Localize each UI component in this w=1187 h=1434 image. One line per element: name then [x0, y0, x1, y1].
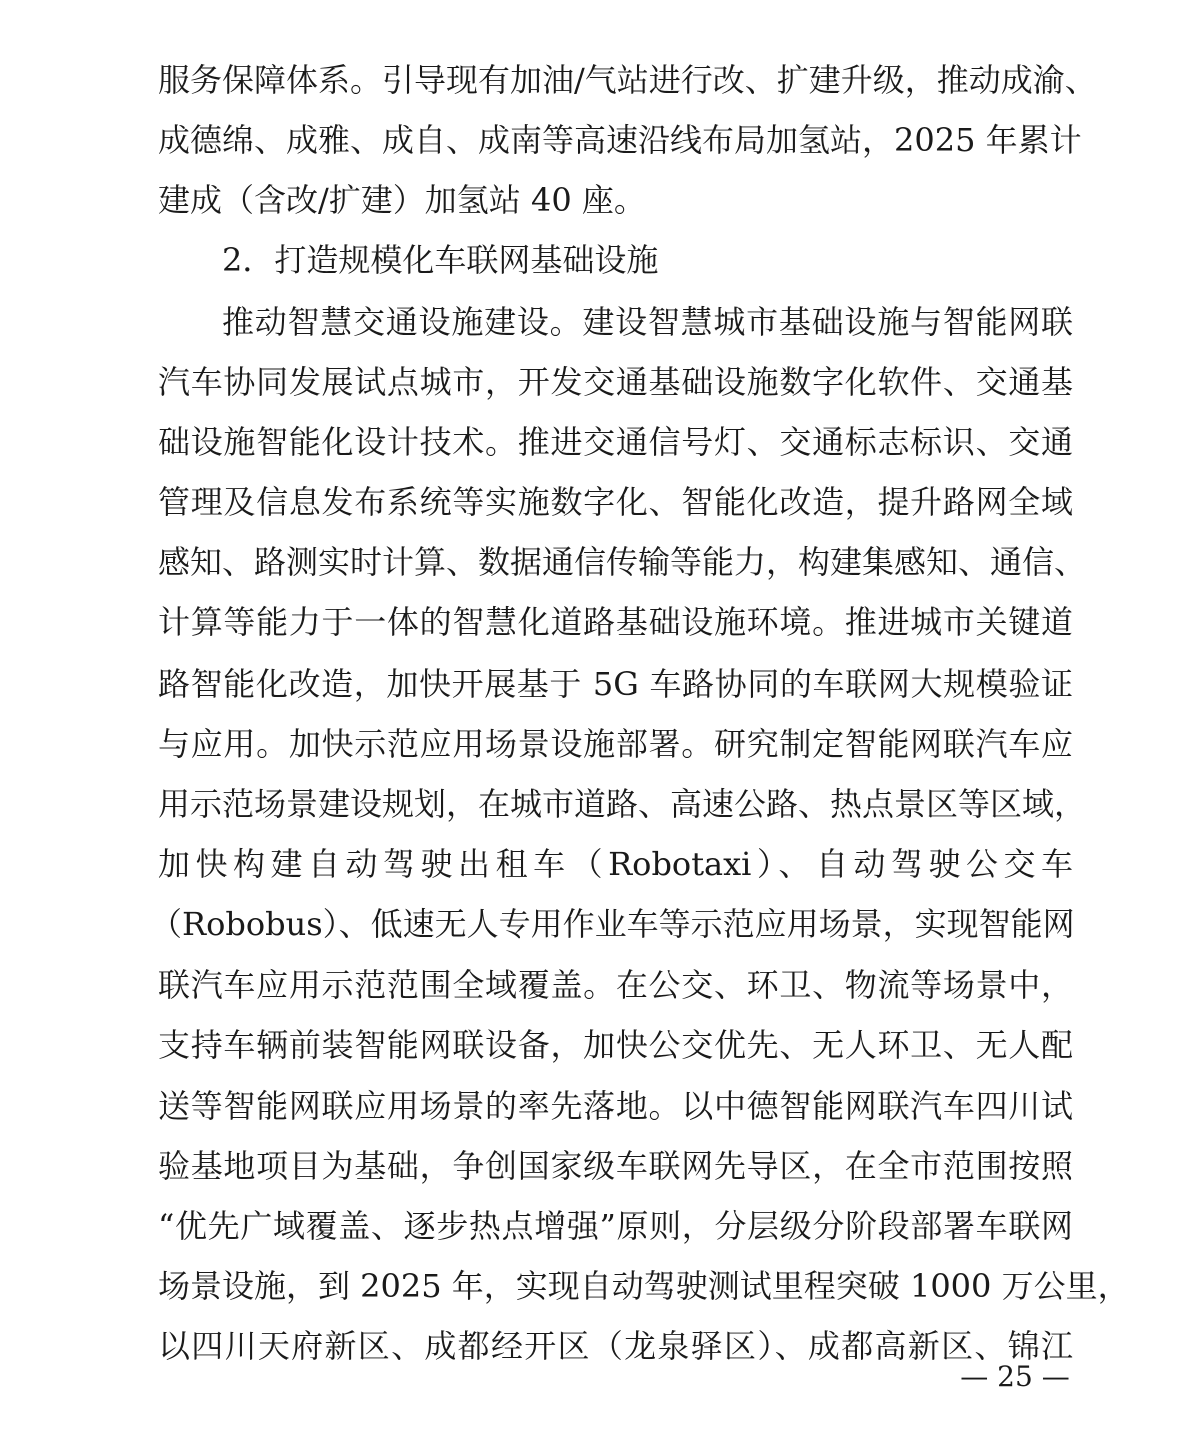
- body-text-line: 计算等能力于一体的智慧化道路基础设施环境。推进城市关键道: [158, 603, 1073, 641]
- body-text-line: 感知、路测实时计算、数据通信传输等能力，构建集感知、通信、: [158, 543, 1087, 581]
- body-text-line: 成德绵、成雅、成自、成南等高速沿线布局加氢站，2025 年累计: [158, 121, 1082, 159]
- body-text-line: （Robobus）、低速无人专用作业车等示范应用场景，实现智能网: [150, 905, 1075, 943]
- body-text-line: 础设施智能化设计技术。推进交通信号灯、交通标志标识、交通: [158, 423, 1073, 461]
- body-text-line: 场景设施，到 2025 年，实现自动驾驶测试里程突破 1000 万公里，: [158, 1267, 1130, 1305]
- body-text-line: 推动智慧交通设施建设。建设智慧城市基础设施与智能网联: [222, 303, 1073, 341]
- body-text-line: “优先广域覆盖、逐步热点增强”原则，分层级分阶段部署车联网: [158, 1207, 1073, 1245]
- body-text-line: 路智能化改造，加快开展基于 5G 车路协同的车联网大规模验证: [158, 665, 1073, 703]
- body-text-line: 支持车辆前装智能网联设备，加快公交优先、无人环卫、无人配: [158, 1026, 1073, 1064]
- body-text-line: 加快构建自动驾驶出租车（Robotaxi）、自动驾驶公交车: [158, 845, 1073, 883]
- body-text-line: 建成（含改/扩建）加氢站 40 座。: [158, 181, 646, 219]
- body-text-line: 用示范场景建设规划，在城市道路、高速公路、热点景区等区域，: [158, 785, 1087, 823]
- body-text-line: 以四川天府新区、成都经开区（龙泉驿区）、成都高新区、锦江: [158, 1327, 1073, 1365]
- body-text-line: 与应用。加快示范应用场景设施部署。研究制定智能网联汽车应: [158, 725, 1073, 763]
- body-text-line: 联汽车应用示范范围全域覆盖。在公交、环卫、物流等场景中，: [158, 966, 1073, 1004]
- body-text-line: 管理及信息发布系统等实施数字化、智能化改造，提升路网全域: [158, 483, 1073, 521]
- section-heading: 2．打造规模化车联网基础设施: [222, 241, 659, 279]
- body-text-line: 送等智能网联应用场景的率先落地。以中德智能网联汽车四川试: [158, 1087, 1073, 1125]
- body-text-line: 验基地项目为基础，争创国家级车联网先导区，在全市范围按照: [158, 1147, 1073, 1185]
- page-number: — 25 —: [960, 1360, 1070, 1393]
- body-text-line: 服务保障体系。引导现有加油/气站进行改、扩建升级，推动成渝、: [158, 61, 1097, 99]
- body-text-line: 汽车协同发展试点城市，开发交通基础设施数字化软件、交通基: [158, 363, 1073, 401]
